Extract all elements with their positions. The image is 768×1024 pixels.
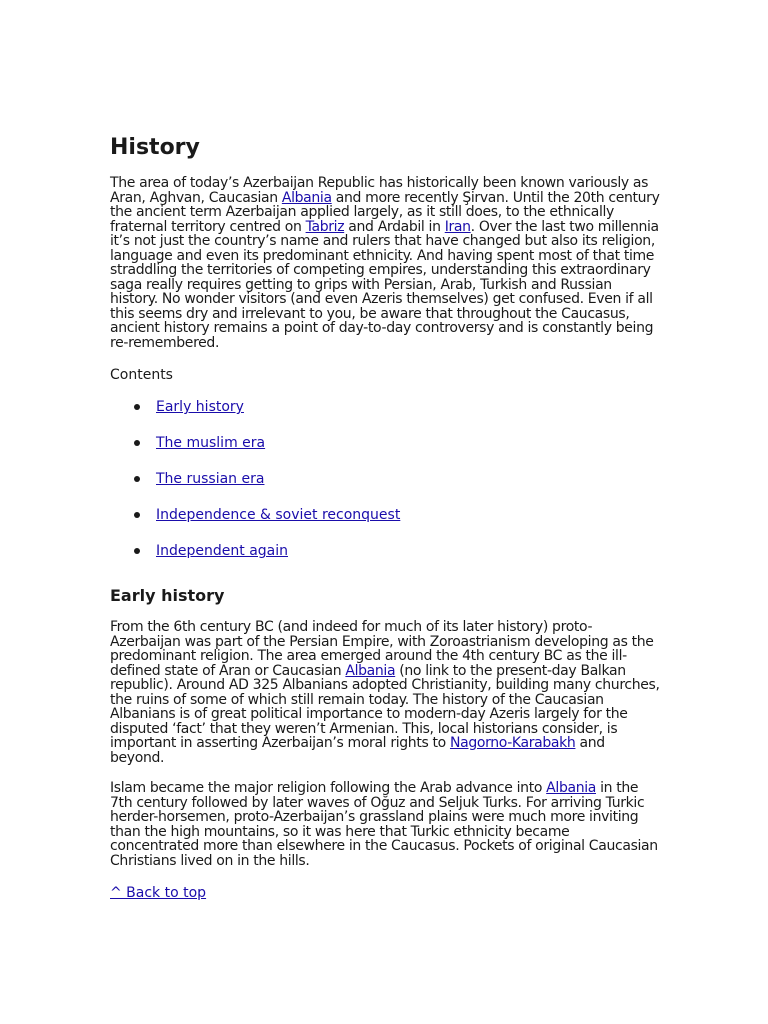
intro-paragraph <box>110 176 662 350</box>
toc-link-independence-soviet[interactable]: Independence & soviet reconquest <box>156 507 401 523</box>
bullet-icon <box>134 440 140 446</box>
tabriz-link[interactable]: Tabriz <box>305 218 345 235</box>
p1-text-3: and beyond. <box>110 735 605 766</box>
toc-item <box>110 542 662 578</box>
bullet-icon <box>134 512 140 518</box>
toc-link-early-history[interactable]: Early history <box>156 399 244 415</box>
toc-link-muslim-era[interactable]: The muslim era <box>156 435 266 451</box>
toc-item <box>110 506 662 542</box>
p2-text-2: in the 7th century followed by later waves of Oğuz and Seljuk Turks. For arriving Turkic herder-horsemen, proto-Azerbaijan’s grassland plains were much more inviting than the high mountains, so it was here that Turkic ethnicity became concentrated more than elsewhere in the Caucasus. Pockets of original Caucasian Christians lived on in the hills. <box>110 780 658 869</box>
bullet-icon <box>134 404 140 410</box>
early-history-paragraph-1 <box>110 620 662 765</box>
toc-link-independent-again[interactable]: Independent again <box>156 543 288 559</box>
toc-item <box>110 470 662 506</box>
contents-label: Contents <box>110 367 173 383</box>
back-to-top <box>110 884 662 902</box>
intro-text-3: and Ardabil in <box>344 218 445 235</box>
nagorno-karabakh-link[interactable]: Nagorno-Karabakh <box>449 735 576 751</box>
intro-text-4: . Over the last two millennia it’s not just the country’s name and rulers that have changed but also its religion, language and even its predominant ethnicity. And having spent most of that time straddling the territories of competing empires, understanding this extraordinary saga really requires getting to grips with Persian, Arab, Turkish and Russian history. No wonder visitors (and even Azeris themselves) get confused. Even if all this seems dry and irrelevant to you, be aware that throughout the Caucasus, ancient history remains a point of day-to-day controversy and is constantly being re-remembered. <box>110 218 659 351</box>
toc-link-russian-era[interactable]: The russian era <box>156 471 265 487</box>
albania-link[interactable]: Albania <box>281 189 332 206</box>
early-history-paragraph-2 <box>110 781 662 868</box>
albania-link[interactable]: Albania <box>345 662 396 679</box>
page-title: History <box>110 135 200 160</box>
p2-text-1: Islam became the major religion following the Arab advance into <box>110 780 547 796</box>
table-of-contents <box>110 398 662 578</box>
p1-text-1: From the 6th century BC (and indeed for much of its later history) proto-Azerbaijan was part of the Persian Empire, with Zoroastrianism developing as the predominant religion. The area emerged around the 4th century BC as the ill-defined state of Aran or Caucasian <box>110 619 654 679</box>
iran-link[interactable]: Iran <box>444 218 471 235</box>
intro-text-1: The area of today’s Azerbaijan Republic has historically been known variously as Aran, Aghvan, Caucasian <box>110 175 649 206</box>
albania-link[interactable]: Albania <box>546 780 596 796</box>
back-to-top-link[interactable]: ^ Back to top <box>110 885 207 901</box>
article <box>110 132 662 902</box>
p1-text-2: (no link to the present-day Balkan republic). Around AD 325 Albanians adopted Christianity, building many churches, the ruins of some of which still remain today. The history of the Caucasian Albanians is of great political importance to modern-day Azeris largely for the disputed ‘fact’ that they weren’t Armenian. This, local historians consider, is important in asserting Azerbaijan’s moral rights to <box>110 662 660 751</box>
toc-item <box>110 434 662 470</box>
bullet-icon <box>134 476 140 482</box>
toc-item <box>110 398 662 434</box>
intro-text-2: and more recently Şirvan. Until the 20th century the ancient term Azerbaijan applied largely, as it still does, to the ethnically fraternal territory centred on <box>110 189 660 235</box>
bullet-icon <box>134 548 140 554</box>
section-heading-early-history: Early history <box>110 586 225 605</box>
